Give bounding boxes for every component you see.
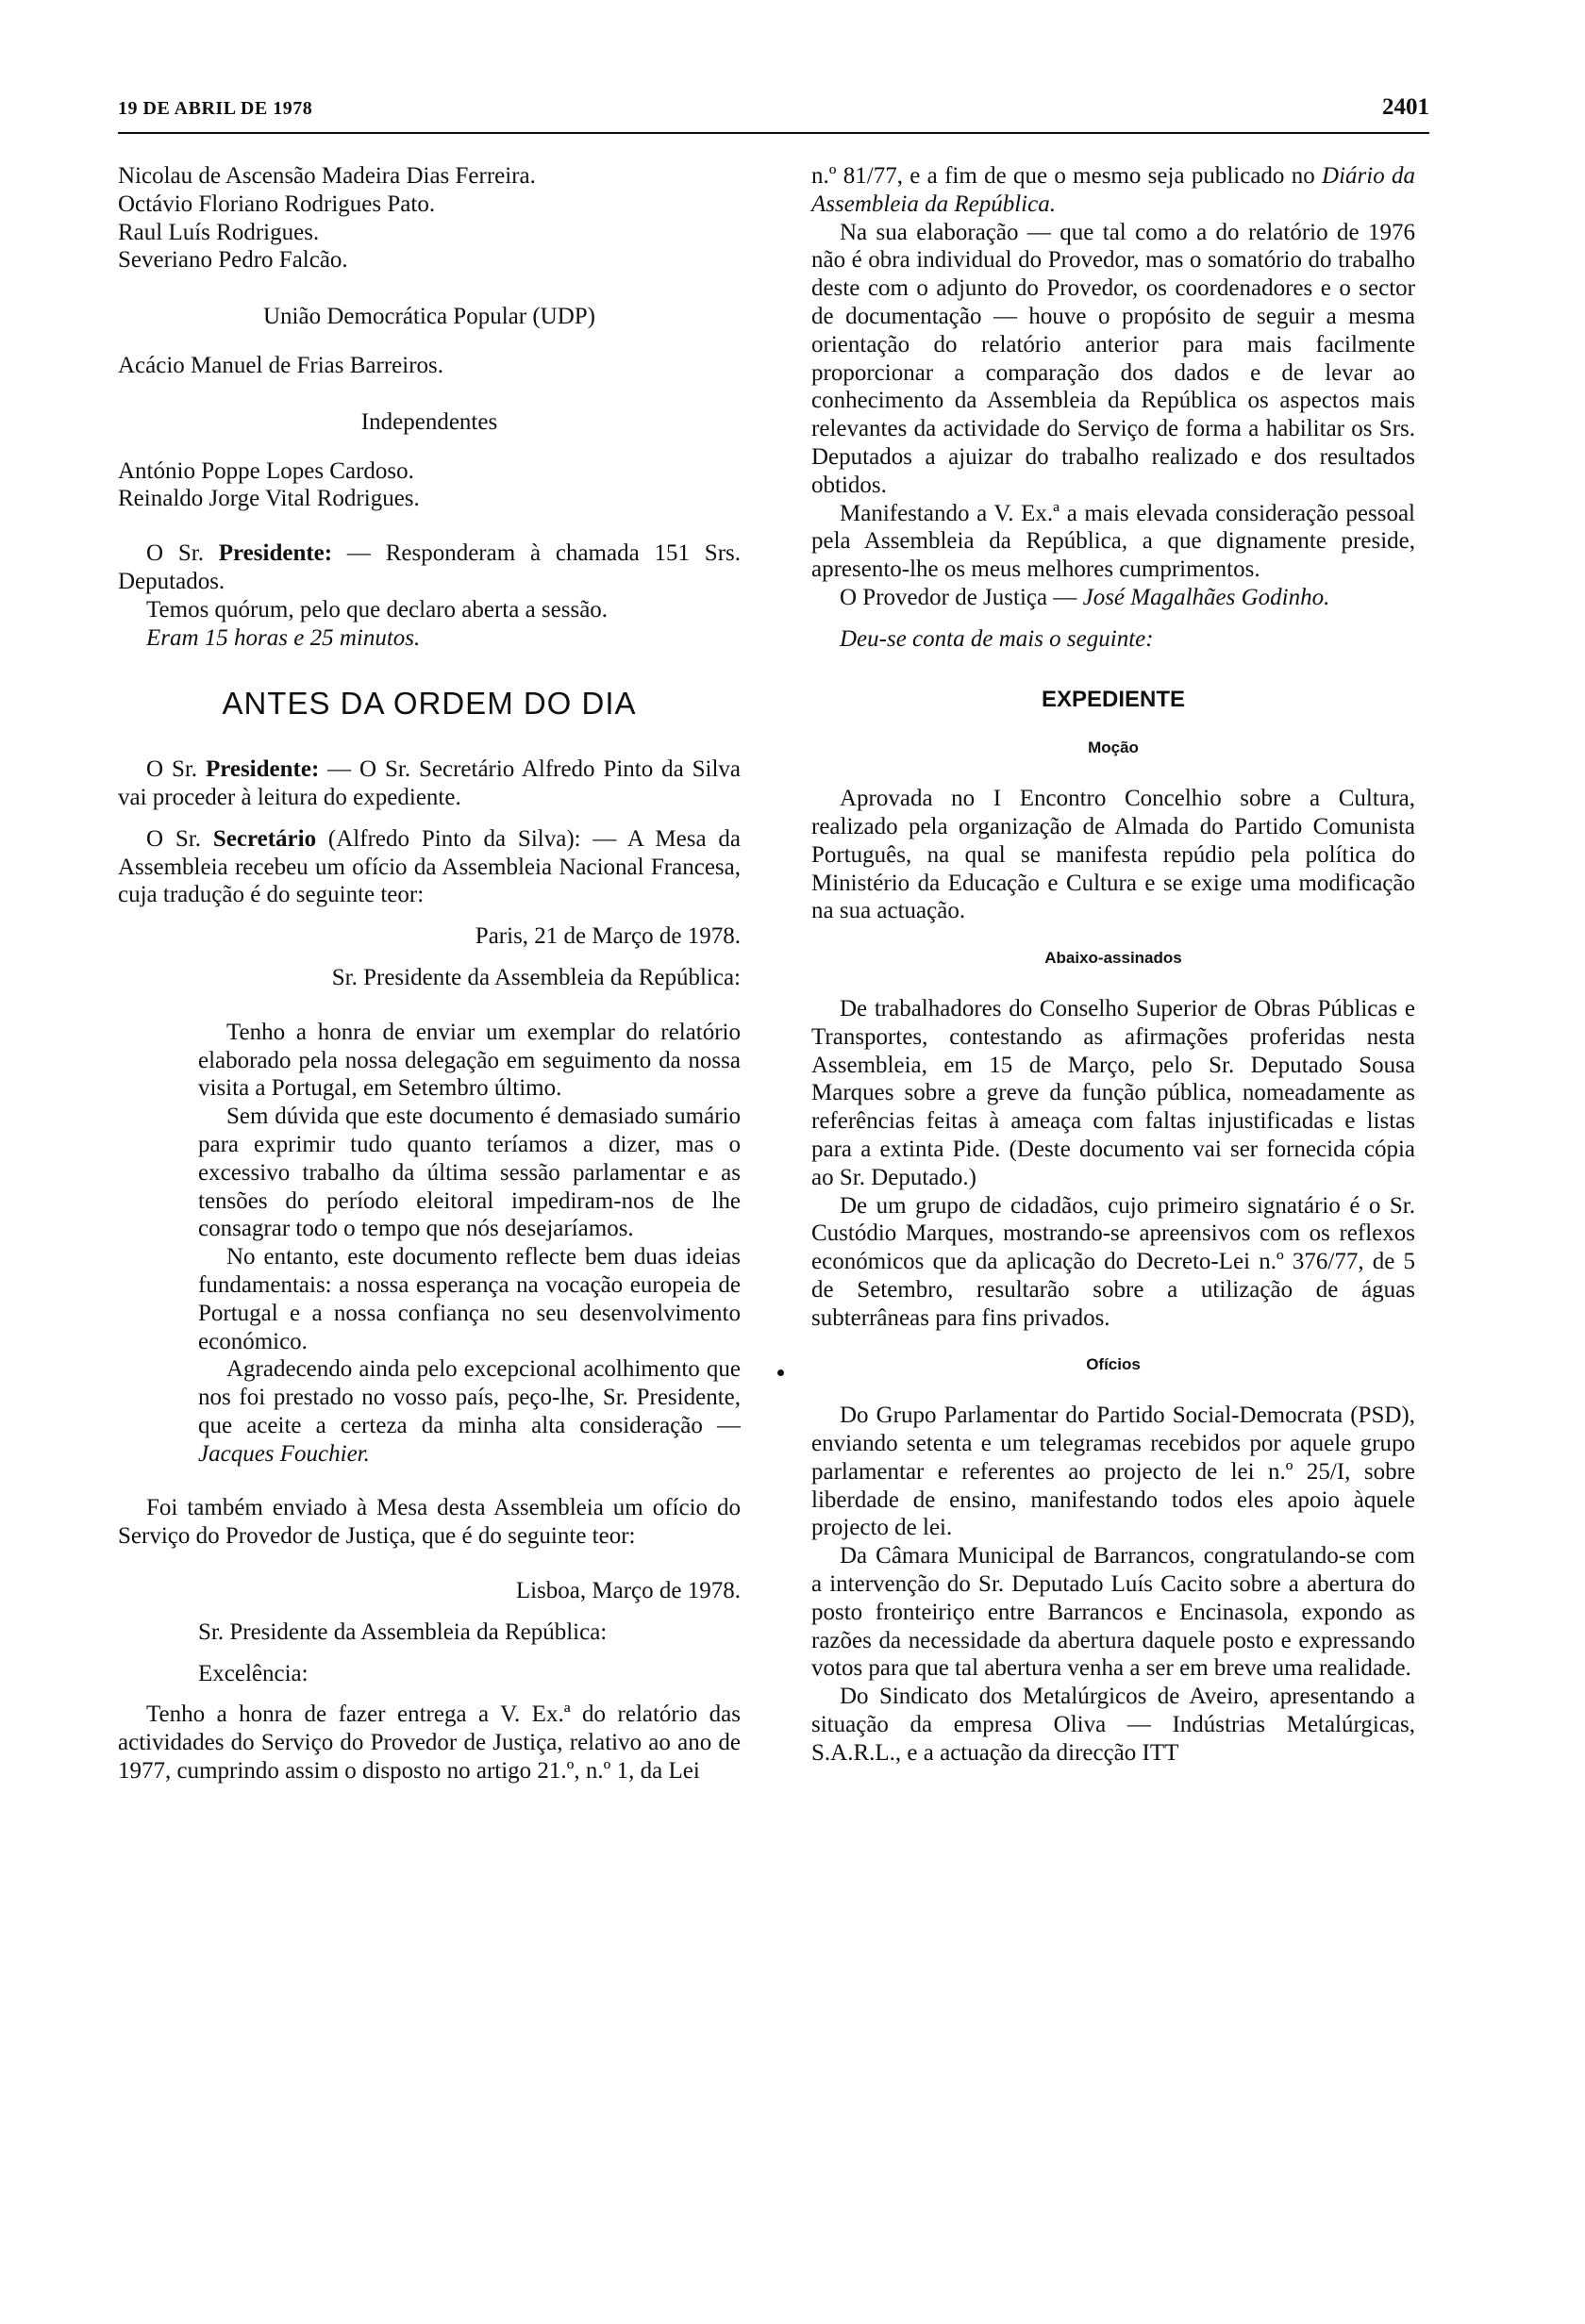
letter1-place-date: Paris, 21 de Março de 1978. xyxy=(475,923,741,950)
paragraph-elaboracao: Na sua elaboração — que tal como a do relatório de 1976 não é obra individual do Provedor, mas o somatório do trabalho deste com o adjunto do Provedor, os coordenadores e o sector de documentação — houve o propósito de seguir a mesma orientação do relatório anterior para mais facilmente proporcionar a comparação dos dados e de levar ao conhecimento da Assembleia da República os aspectos mais relevantes da actividade do Serviço de forma a habilitar os Srs. Deputados a ajuizar do trabalho realizado e dos resultados obtidos. xyxy=(811,219,1415,498)
heading-abaixo-assinados: Abaixo-assinados xyxy=(1044,949,1182,968)
names-list-top xyxy=(118,162,741,274)
letter2-paragraph: Tenho a honra de fazer entrega a V. Ex.ª do relatório das actividades do Serviço do Provedor de Justiça, relativo ao ano de 1977, cumprindo assim o disposto no artigo 21.º, n.º 1, da Lei xyxy=(118,1702,741,1784)
party-heading-independentes: Independentes xyxy=(360,408,498,435)
letter1-closing: Agradecendo ainda pelo excepcional acolhimento que nos foi prestado no vosso país, peço-lhe, Sr. Presidente, que aceite a certeza da minha alta consideração — Jacques Fouchier. xyxy=(198,1356,741,1467)
letter1-paragraph: No entanto, este documento reflecte bem duas ideias fundamentais: a nossa esperança na vocação europeia de Portugal e a nossa confiança no seu desenvolvimento económico. xyxy=(198,1244,741,1354)
letter1-body xyxy=(118,1019,741,1469)
letter2-continuation: n.º 81/77, e a fim de que o mesmo seja publicado no Diário da Assembleia da República. xyxy=(811,163,1415,217)
right-column xyxy=(811,162,1415,1768)
paragraph-deu-se: Deu-se conta de mais o seguinte: xyxy=(840,625,1154,652)
journal-title: Diário da Assembleia da República. xyxy=(811,163,1415,217)
letter2-addressee: Sr. Presidente da Assembleia da República: xyxy=(198,1618,608,1645)
paragraph-quorum: Temos quórum, pelo que declaro aberta a sessão. xyxy=(146,596,609,622)
left-column xyxy=(118,162,741,1785)
deputy-name: Octávio Floriano Rodrigues Pato. xyxy=(118,191,436,217)
paragraph-hora: Eram 15 horas e 25 minutos. xyxy=(146,624,421,651)
page-header xyxy=(118,94,1429,134)
paragraph-abaixo-2: De um grupo de cidadãos, cujo primeiro signatário é o Sr. Custódio Marques, mostrando-se apreensivos com os reflexos económicos que da aplicação do Decreto-Lei n.º 376/77, de 5 de Setembro, resultarão sobre a utilização de águas subterrâneas para fins privados. xyxy=(811,1192,1415,1331)
deputy-name: Reinaldo Jorge Vital Rodrigues. xyxy=(118,486,420,512)
letter1-paragraph: Sem dúvida que este documento é demasiado sumário para exprimir tudo quanto teríamos a dizer, mas o excessivo trabalho da última sessão parlamentar e as tensões do período eleitoral impediram-nos de lhe consagrar todo o tempo que nós desejaríamos. xyxy=(198,1104,741,1242)
paragraph-mocao: Aprovada no I Encontro Concelhio sobre a Cultura, realizado pela organização de Almada do Partido Comunista Português, na qual se manifesta repúdio pela política do Ministério da Educação e Cultura e se exige uma modificação na sua actuação. xyxy=(811,786,1415,924)
paragraph-oficio-2: Da Câmara Municipal de Barrancos, congratulando-se com a intervenção do Sr. Deputado Luís Cacito sobre a abertura do posto fronteiriço entre Barrancos e Encinasola, expondo as razões da necessidade da abertura daquele posto e expressando votos para que tal abertura venha a ser em breve uma realidade. xyxy=(811,1543,1415,1682)
header-date: 19 DE ABRIL DE 1978 xyxy=(118,98,313,119)
paragraph-oficio-3: Do Sindicato dos Metalúrgicos de Aveiro, apresentando a situação da empresa Oliva — Indústrias Metalúrgicas, S.A.R.L., e a actuação da direcção ITT xyxy=(811,1684,1415,1766)
heading-oficios: Ofícios xyxy=(1086,1355,1141,1374)
page-number: 2401 xyxy=(1382,94,1429,120)
section-title: ANTES DA ORDEM DO DIA xyxy=(222,686,637,722)
letter1-signature: Jacques Fouchier. xyxy=(198,1440,370,1467)
deputy-name: Acácio Manuel de Frias Barreiros. xyxy=(118,352,444,378)
paragraph-manifestando: Manifestando a V. Ex.ª a mais elevada consideração pessoal pela Assembleia da República, a que dignamente preside, apresento-lhe os meus melhores cumprimentos. xyxy=(811,500,1415,583)
paragraph-tambem: Foi também enviado à Mesa desta Assembleia um ofício do Serviço do Provedor de Justiça, que é do seguinte teor: xyxy=(118,1495,741,1550)
paragraph-oficio-1: Do Grupo Parlamentar do Partido Social-Democrata (PSD), enviando setenta e um telegramas recebidos por aquele grupo parlamentar e referentes ao projecto de lei n.º 25/I, sobre liberdade de ensino, manifestando todos eles apoio àquele projecto de lei. xyxy=(811,1403,1415,1541)
heading-mocao: Moção xyxy=(1088,739,1139,757)
provedor-signature: O Provedor de Justiça — José Magalhães Godinho. xyxy=(840,584,1330,610)
letter1-addressee: Sr. Presidente da Assembleia da República: xyxy=(331,964,741,990)
deputy-name: Severiano Pedro Falcão. xyxy=(118,247,348,274)
letter2-salutation: Excelência: xyxy=(198,1660,309,1686)
letter1-paragraph: Tenho a honra de enviar um exemplar do relatório elaborado pela nossa delegação em seguimento da nossa visita a Portugal, em Setembro último. xyxy=(198,1019,741,1102)
deputy-name: António Poppe Lopes Cardoso. xyxy=(118,457,414,484)
margin-dot xyxy=(777,1370,784,1376)
paragraph-presidente: O Sr. Presidente: — O Sr. Secretário Alfredo Pinto da Silva vai proceder à leitura do expediente. xyxy=(118,756,742,810)
heading-expediente: EXPEDIENTE xyxy=(1041,686,1186,712)
paragraph-abaixo-1: De trabalhadores do Conselho Superior de Obras Públicas e Transportes, contestando as afirmações proferidas nesta Assembleia, em 15 de Março, pelo Sr. Deputado Sousa Marques sobre a greve da função pública, nomeadamente as referências feitas à ameaça com faltas injustificadas e listas para a extinta Pide. (Deste documento vai ser fornecida cópia ao Sr. Deputado.) xyxy=(811,995,1415,1190)
letter2-place-date: Lisboa, Março de 1978. xyxy=(515,1578,741,1604)
deputy-name: Nicolau de Ascensão Madeira Dias Ferreira. xyxy=(118,163,536,189)
paragraph-secretario: O Sr. Secretário (Alfredo Pinto da Silva): — A Mesa da Assembleia recebeu um ofício da Assembleia Nacional Francesa, cuja tradução é do seguinte teor: xyxy=(118,825,742,908)
paragraph-chamada: O Sr. Presidente: — Responderam à chamada 151 Srs. Deputados. xyxy=(118,540,742,594)
party-heading-udp: União Democrática Popular (UDP) xyxy=(263,304,595,330)
deputy-name: Raul Luís Rodrigues. xyxy=(118,219,320,245)
